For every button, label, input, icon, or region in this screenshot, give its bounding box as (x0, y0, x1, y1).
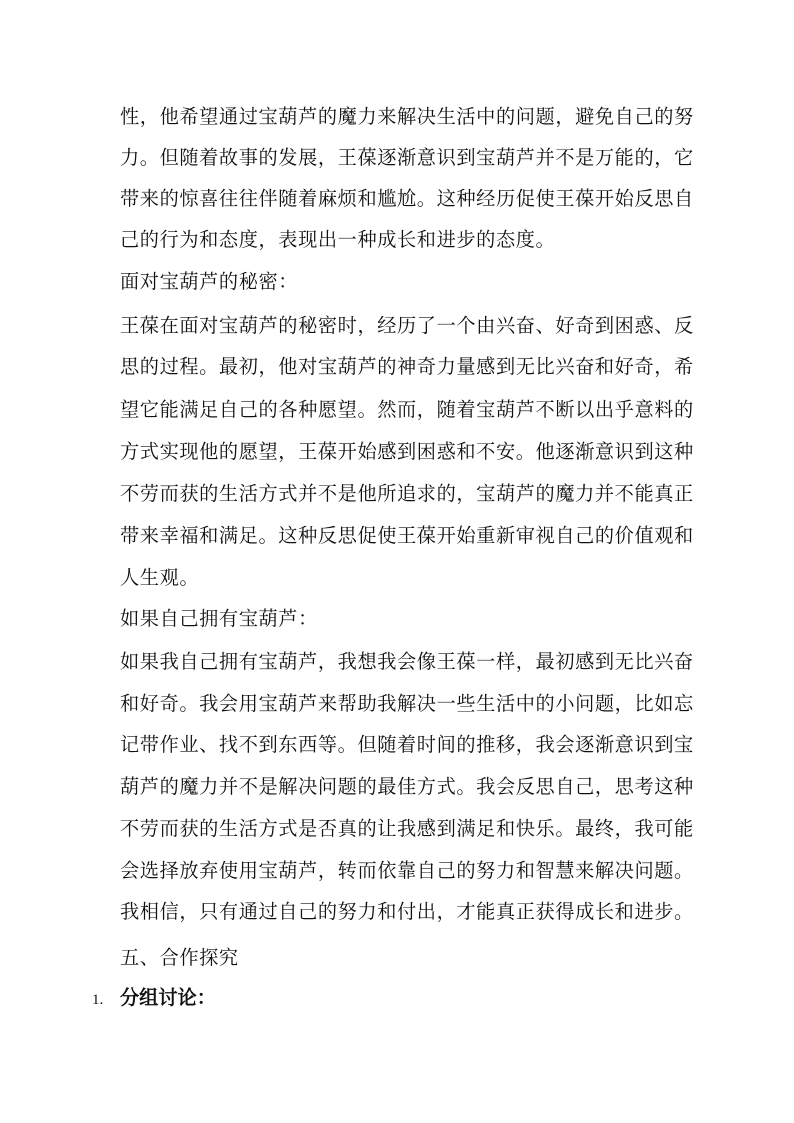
paragraph-line: 我相信，只有通过自己的努力和付出，才能真正获得成长和进步。 (120, 900, 694, 923)
paragraph-line: 方式实现他的愿望，王葆开始感到困惑和不安。他逐渐意识到这种 (120, 440, 694, 463)
paragraph-line: 人生观。 (120, 566, 200, 589)
section-title: 五、合作探究 (120, 946, 239, 969)
paragraph-line: 不劳而获的生活方式并不是他所追求的，宝葫芦的魔力并不能真正 (120, 482, 694, 505)
paragraph-line: 会选择放弃使用宝葫芦，转而依靠自己的努力和智慧来解决问题。 (120, 859, 694, 882)
paragraph-line: 思的过程。最初，他对宝葫芦的神奇力量感到无比兴奋和好奇，希 (120, 355, 694, 378)
paragraph-line: 记带作业、找不到东西等。但随着时间的推移，我会逐渐意识到宝 (120, 733, 694, 756)
paragraph-line: 带来幸福和满足。这种反思促使王葆开始重新审视自己的价值观和 (120, 524, 694, 547)
section-heading: 面对宝葫芦的秘密： (120, 270, 299, 293)
paragraph-line: 带来的惊喜往往伴随着麻烦和尴尬。这种经历促使王葆开始反思自 (120, 187, 694, 210)
paragraph-line: 不劳而获的生活方式是否真的让我感到满足和快乐。最终，我可能 (120, 817, 694, 840)
list-number: 1. (92, 992, 104, 1008)
paragraph-line: 如果我自己拥有宝葫芦，我想我会像王葆一样，最初感到无比兴奋 (120, 650, 694, 673)
paragraph-line: 和好奇。我会用宝葫芦来帮助我解决一些生活中的小问题，比如忘 (120, 692, 694, 715)
paragraph-line: 己的行为和态度，表现出一种成长和进步的态度。 (120, 228, 556, 251)
paragraph-line: 王葆在面对宝葫芦的秘密时，经历了一个由兴奋、好奇到困惑、反 (120, 314, 694, 337)
paragraph-line: 性，他希望通过宝葫芦的魔力来解决生活中的问题，避免自己的努 (120, 105, 694, 128)
paragraph-line: 葫芦的魔力并不是解决问题的最佳方式。我会反思自己，思考这种 (120, 775, 694, 798)
section-heading: 如果自己拥有宝葫芦： (120, 607, 318, 630)
list-item-label: 分组讨论： (120, 986, 216, 1009)
paragraph-line: 力。但随着故事的发展，王葆逐渐意识到宝葫芦并不是万能的，它 (120, 146, 694, 169)
paragraph-line: 望它能满足自己的各种愿望。然而，随着宝葫芦不断以出乎意料的 (120, 398, 694, 421)
